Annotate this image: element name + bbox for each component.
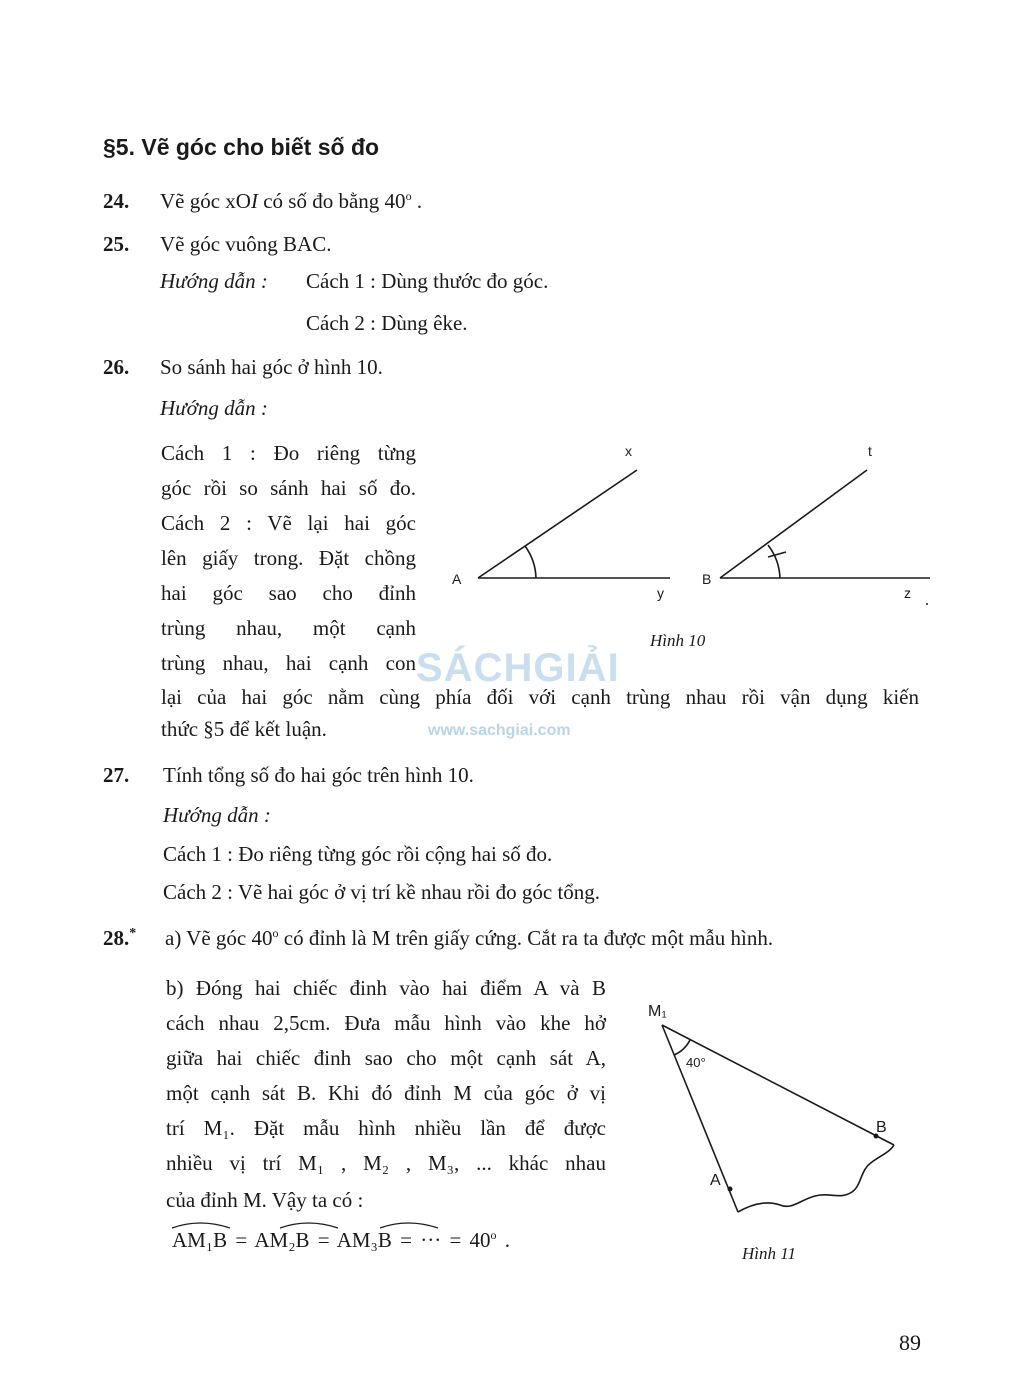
hint-line: góc rồi so sánh hai số đo. [161,476,416,500]
hint-paragraph [161,436,416,681]
figure-11 [640,1000,910,1230]
hint-label: Hướng dẫn : [160,396,268,420]
exercise-text: Vẽ góc xOI có số đo bằng 40$^o$ . [160,189,423,213]
side-m1-b [662,1025,894,1145]
part-b-line: nhiều vị trí M₁ , M₂ , M₃, ... khác nhau [166,1151,606,1175]
hint-line: thức §5 để kết luận. [161,717,327,741]
angle-arc-b [768,545,780,578]
part-b-paragraph [166,971,606,1181]
cut-edge [738,1145,894,1212]
hint-line: lại của hai góc nằm cùng phía đối với cạnh trùng nhau rồi vận dụng kiến [161,685,919,709]
figure-caption: Hình 10 [650,631,706,650]
hint-line: Cách 2 : Vẽ lại hai góc [161,511,416,535]
hint-line: trùng nhau, hai cạnh con [161,651,416,675]
exercise-number: 28.* [103,926,137,950]
side-m1-a [662,1025,738,1212]
section-title: §5. Vẽ góc cho biết số đo [103,134,380,160]
label-ray-t: t [868,443,872,459]
angle-arc-a [525,546,536,578]
part-b-line: cách nhau 2,5cm. Đưa mẫu hình vào khe hở [166,1011,606,1035]
angle-tick-b [768,552,786,557]
hint-way-2: Cách 2 : Dùng êke. [306,311,468,335]
hint-label: Hướng dẫn : [163,803,271,827]
formula: AM₁B = AM₂B = AM₃B = ··· = $40^o$ . [172,1228,511,1252]
part-b-line: giữa hai chiếc đinh sao cho một cạnh sát A, [166,1046,606,1070]
hint-way-2: Cách 2 : Vẽ hai góc ở vị trí kề nhau rồi đo góc tổng. [163,880,601,904]
label-ray-z: z [904,585,911,601]
exercise-number: 26. [103,355,130,379]
hint-label: Hướng dẫn : [160,269,268,293]
label-ray-x: x [625,443,632,459]
exercise-number: 24. [103,189,130,213]
label-m1: M₁ [648,1003,667,1020]
hint-way-1: Cách 1 : Đo riêng từng góc rồi cộng hai số đo. [163,842,553,866]
exercise-number: 27. [103,763,130,787]
label-b: B [876,1119,887,1136]
ray-ax [478,470,637,578]
exercise-text: Vẽ góc vuông BAC. [160,232,332,256]
label-vertex-a: A [452,571,462,587]
page-number: 89 [899,1330,921,1355]
ray-bt [720,470,867,578]
part-b-line: trí M₁. Đặt mẫu hình nhiều lần để được [166,1116,606,1140]
part-b-line: b) Đóng hai chiếc đinh vào hai điểm A và B [166,976,606,1000]
label-angle: 40° [686,1055,706,1070]
hint-line: lên giấy trong. Đặt chồng [161,546,416,570]
figure-caption: Hình 11 [742,1244,796,1263]
label-a: A [710,1172,721,1189]
point-a [728,1187,733,1192]
watermark-logo: SÁCHGIẢI [416,646,620,690]
label-vertex-b: B [702,571,712,587]
label-ray-y: y [657,585,664,601]
part-b-line: một cạnh sát B. Khi đó đỉnh M của góc ở vị [166,1081,606,1105]
hint-line: trùng nhau, một cạnh [161,616,416,640]
exercise-text: Tính tổng số đo hai góc trên hình 10. [163,763,474,787]
figure-10 [430,430,950,660]
hint-line: Cách 1 : Đo riêng từng [161,441,416,465]
exercise-text: So sánh hai góc ở hình 10. [160,355,383,379]
exercise-text: a) Vẽ góc 40$^o$ có đỉnh là M trên giấy cứng. Cắt ra ta được một mẫu hình. [165,926,774,950]
hint-line: hai góc sao cho đỉnh [161,581,416,605]
hint-way-1: Cách 1 : Dùng thước đo góc. [306,269,549,293]
angle-arc-m1 [674,1040,690,1055]
part-b-line: của đỉnh M. Vậy ta có : [166,1188,364,1212]
exercise-number: 25. [103,232,130,256]
watermark-url: www.sachgiai.com [428,722,571,739]
